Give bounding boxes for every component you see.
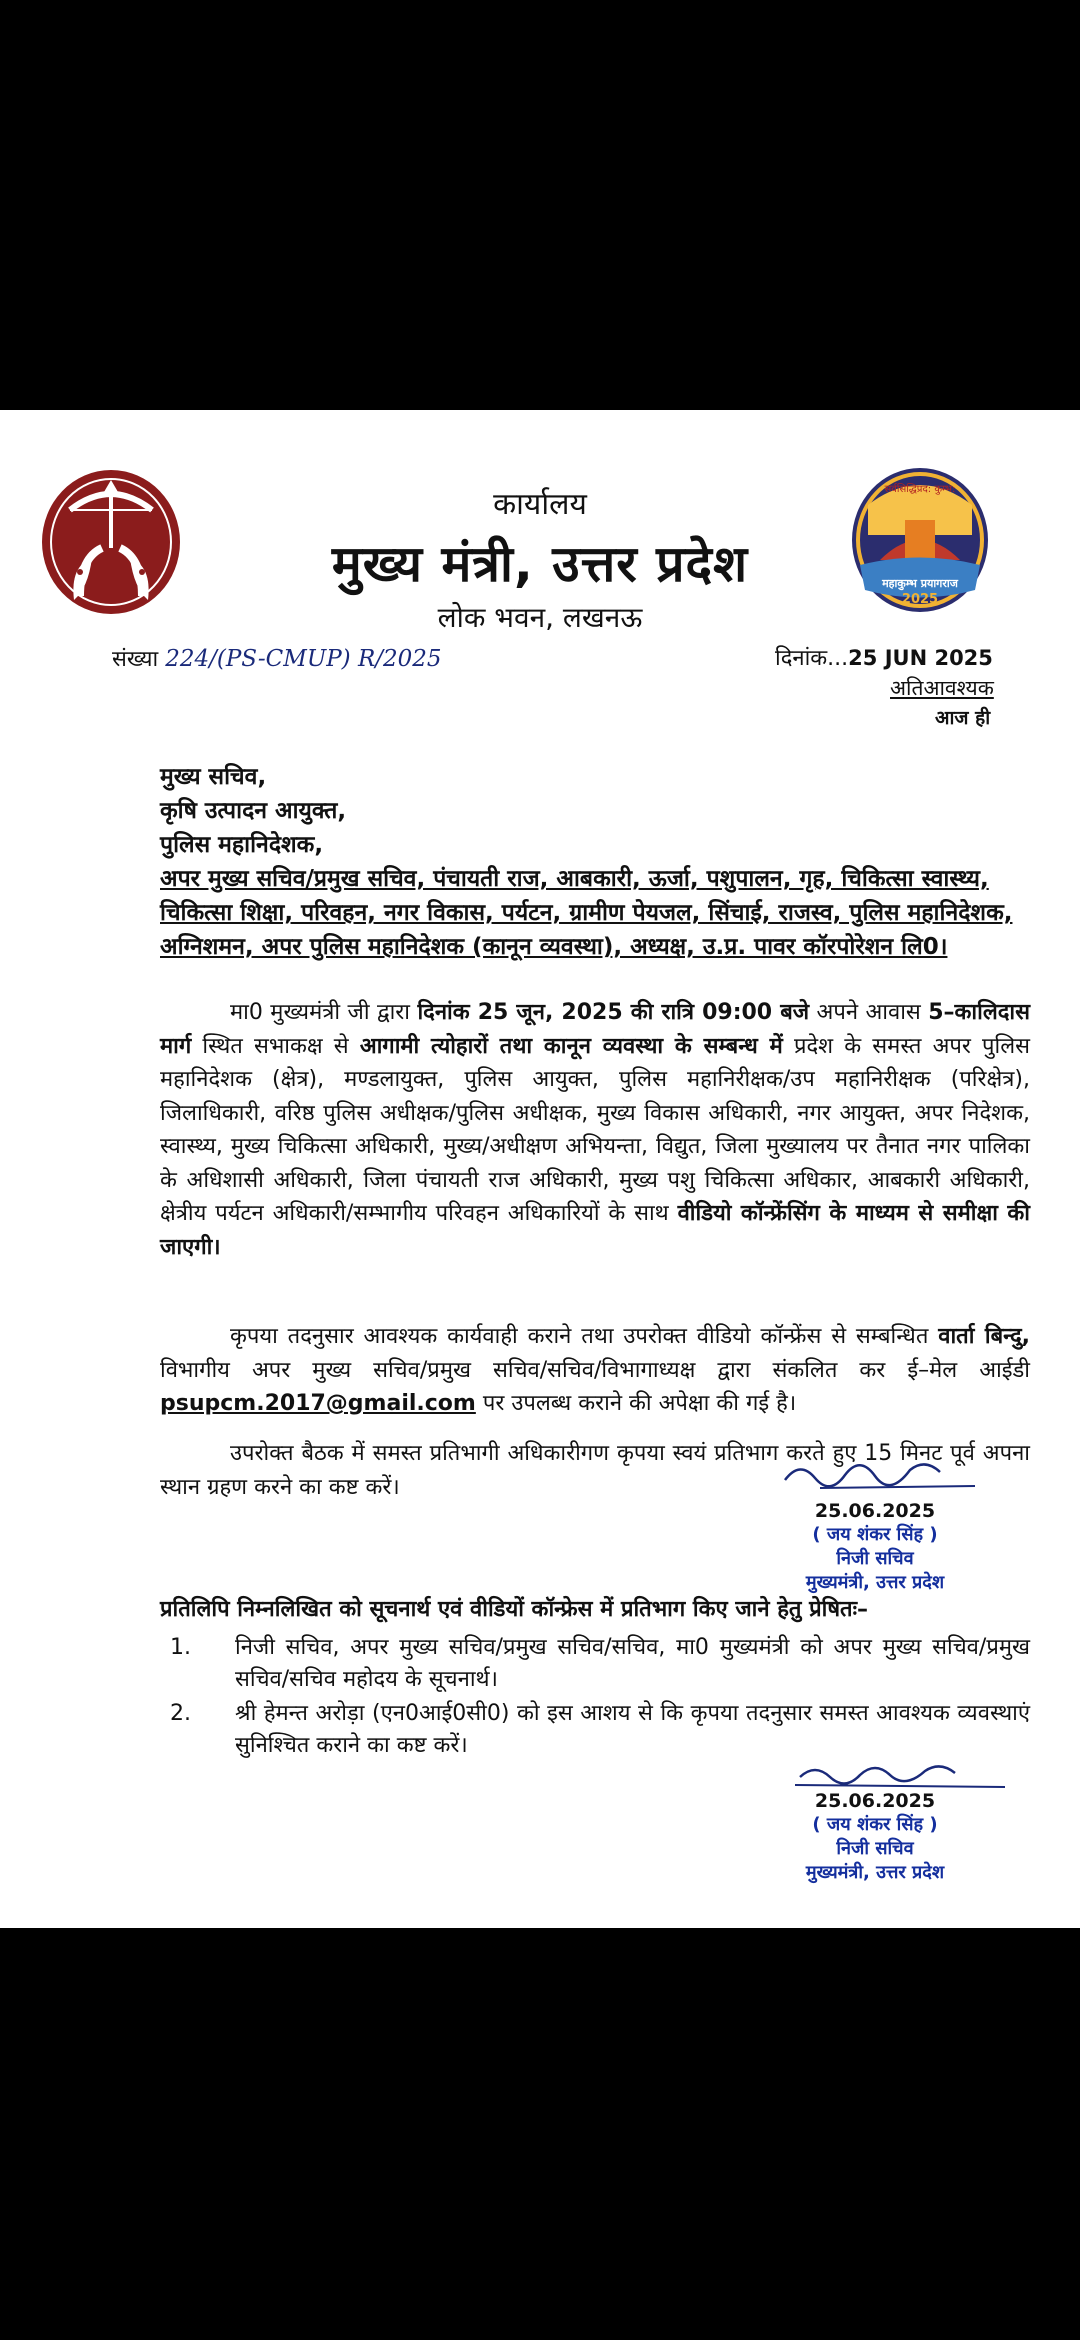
reference-label: संख्या bbox=[112, 647, 159, 672]
kumbh-logo-top-text: सर्वसिद्धिप्रद: कुम्भ: bbox=[884, 484, 956, 495]
signatory-designation: निजी सचिव bbox=[836, 1838, 914, 1859]
p2-text: कृपया तदनुसार आवश्यक कार्यवाही कराने तथा उपरोक्त वीडियो कॉन्फ्रेंस से सम्बन्धित bbox=[230, 1324, 939, 1349]
urgent-label: अतिआवश्यक bbox=[890, 676, 994, 700]
addressee-line: मुख्य सचिव, bbox=[160, 764, 267, 790]
signatory-office: मुख्यमंत्री, उत्तर प्रदेश bbox=[805, 1572, 945, 1593]
p1-text: स्थित सभाकक्ष से bbox=[191, 1033, 360, 1059]
letter-page bbox=[0, 410, 1080, 1928]
p1-bold: दिनांक 25 जून, 2025 की रात्रि 09:00 बजे bbox=[417, 1000, 810, 1025]
addressee-line: अपर मुख्य सचिव/प्रमुख सचिव, पंचायती राज, आबकारी, ऊर्जा, पशुपालन, गृह, चिकित्सा स्वास्थ्य, चिकित्सा शिक्षा, परिवहन, नगर विकास, पर्यटन, ग्रामीण पेयजल, सिंचाई, राजस्व, पुलिस महानिदेशक, अग्निशमन, अपर पुलिस महानिदेशक (कानून व्यवस्था), अध्यक्ष, उ.प्र. पावर कॉरपोरेशन लि0। bbox=[160, 866, 1013, 960]
p3-text: उपरोक्त बैठक में समस्त प्रतिभागी अधिकारीगण कृपया स्वयं प्रतिभाग करते हुए 15 मिनट पूर्व अपना स्थान ग्रहण करने का कष्ट करें। bbox=[160, 1441, 1030, 1500]
addressee-line: कृषि उत्पादन आयुक्त, bbox=[160, 798, 347, 824]
signatory-office: मुख्यमंत्री, उत्तर प्रदेश bbox=[805, 1862, 945, 1883]
signature-date: 25.06.2025 bbox=[814, 1500, 936, 1522]
letter-date bbox=[775, 642, 993, 672]
body-paragraph-1 bbox=[160, 996, 1030, 1264]
p2-text: विभागीय अपर मुख्य सचिव/प्रमुख सचिव/सचिव/विभागाध्यक्ष द्वारा संकलित कर ई–मेल आईडी bbox=[160, 1357, 1030, 1383]
kumbh-logo-bottom-text: महाकुम्भ प्रयागराज bbox=[882, 577, 958, 590]
p1-text: प्रदेश के समस्त अपर पुलिस महानिदेशक (क्षेत्र), मण्डलायुक्त, पुलिस आयुक्त, पुलिस महानिरीक्षक/उप महानिरीक्षक (परिक्षेत्र), जिलाधिकारी, वरिष्ठ पुलिस अधीक्षक/पुलिस अधीक्षक, मुख्य विकास अधिकारी, नगर आयुक्त, अपर निदेशक, स्वास्थ्य, मुख्य चिकित्सा अधिकारी, मुख्य/अधीक्षण अभियन्ता, विद्युत, जिला मुख्यालय पर तैनात नगर पालिका के अधिशासी अधिकारी, जिला पंचायती राज अधिकारी, मुख्य पशु चिकित्सा अधिकार, आबकारी अधिकारी, क्षेत्रीय पर्यटन अधिकारी/सम्भागीय परिवहन अधिकारियों के साथ bbox=[160, 1033, 1031, 1226]
copy-to-text: निजी सचिव, अपर मुख्य सचिव/प्रमुख सचिव/सचिव, मा0 मुख्यमंत्री को अपर मुख्य सचिव/प्रमुख सचिव/सचिव महोदय के सूचनार्थ। bbox=[235, 1635, 1030, 1692]
signatory-designation: निजी सचिव bbox=[836, 1548, 914, 1569]
signature-block-2 bbox=[780, 1790, 970, 1884]
up-emblem-icon bbox=[40, 468, 182, 616]
p2-bold: वार्ता बिन्दु, bbox=[938, 1324, 1030, 1349]
p1-text: मा0 मुख्यमंत्री जी द्वारा bbox=[230, 1000, 418, 1025]
p1-bold: आगामी त्योहारों तथा कानून व्यवस्था के सम्बन्ध में bbox=[359, 1033, 783, 1059]
reference-number bbox=[112, 643, 442, 673]
addressee-block bbox=[160, 760, 1030, 964]
signature-scribble-icon bbox=[780, 1450, 980, 1495]
signatory-name: ( जय शंकर सिंह ) bbox=[812, 1814, 938, 1835]
today-label: आज ही bbox=[935, 707, 991, 729]
signatory-name: ( जय शंकर सिंह ) bbox=[812, 1524, 938, 1545]
kumbh-logo-year: 2025 bbox=[901, 592, 939, 607]
copy-to-number: 2. bbox=[170, 1701, 191, 1726]
signature-block-1 bbox=[780, 1500, 970, 1594]
copy-to-text: श्री हेमन्त अरोड़ा (एन0आई0सी0) को इस आशय से कि कृपया तदनुसार समस्त आवश्यक व्यवस्थाएं सुनिश्चित कराने का कष्ट करें। bbox=[235, 1701, 1030, 1758]
office-label: कार्यालय bbox=[493, 487, 587, 522]
reference-value: 224/(PS-CMUP) R/2025 bbox=[165, 646, 442, 672]
body-paragraph-2 bbox=[160, 1320, 1030, 1421]
signature-scribble-icon bbox=[790, 1755, 1010, 1793]
p2-text: पर उपलब्ध कराने की अपेक्षा की गई है। bbox=[475, 1391, 797, 1416]
signature-date: 25.06.2025 bbox=[814, 1790, 936, 1812]
addressee-line: पुलिस महानिदेशक, bbox=[160, 832, 324, 858]
p1-text: अपने आवास bbox=[809, 1000, 929, 1025]
p1-bold: वीडियो कॉन्फ्रेंसिंग के माध्यम से समीक्षा की जाएगी। bbox=[160, 1201, 1030, 1260]
copy-to-number: 1. bbox=[170, 1635, 191, 1660]
office-title: मुख्य मंत्री, उत्तर प्रदेश bbox=[331, 535, 749, 593]
email-link[interactable]: psupcm.2017@gmail.com bbox=[160, 1391, 476, 1416]
p1-bold: 5–कालिदास मार्ग bbox=[160, 1000, 1030, 1059]
date-value: 25 JUN 2025 bbox=[848, 646, 993, 670]
copy-to-heading: प्रतिलिपि निम्नलिखित को सूचनार्थ एवं वीडियों कॉन्फ्रेस में प्रतिभाग किए जाने हेतु प्रेषितः– bbox=[160, 1597, 869, 1622]
office-address: लोक भवन, लखनऊ bbox=[437, 601, 643, 634]
date-label: दिनांक... bbox=[775, 646, 849, 671]
